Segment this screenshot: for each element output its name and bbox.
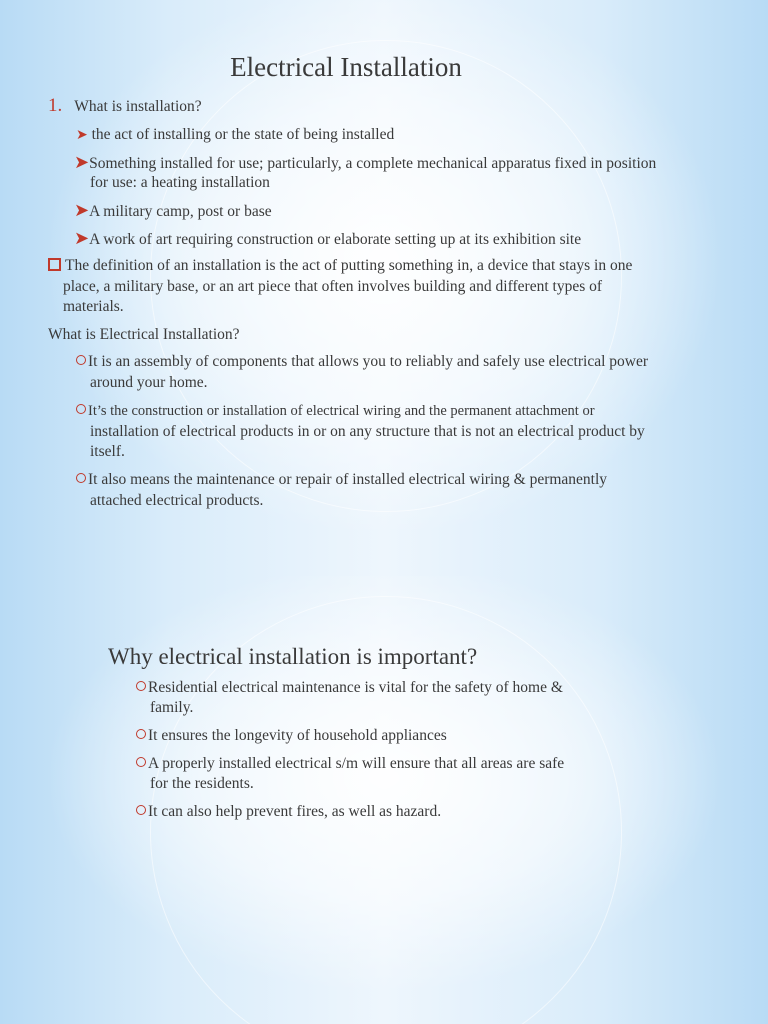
definition-continuation: materials. xyxy=(63,298,124,315)
list-item xyxy=(136,802,441,822)
circle-bullet-icon xyxy=(136,757,146,767)
list-item-text: A properly installed electrical s/m will ensure that all areas are safe xyxy=(148,755,565,772)
list-item-text: It can also help prevent fires, as well as hazard. xyxy=(148,803,442,820)
circle-bullet-icon xyxy=(76,355,86,365)
list-item xyxy=(74,152,656,174)
list-item-continuation: for the residents. xyxy=(150,775,254,792)
list-item-continuation: around your home. xyxy=(90,374,208,391)
list-item xyxy=(136,726,447,746)
definition-continuation: place, a military base, or an art piece that often involves building and different types of xyxy=(63,278,603,295)
list-item-text: It is an assembly of components that allows you to reliably and safely use electrical power xyxy=(88,353,648,370)
list-item xyxy=(76,125,394,146)
list-item-text: A military camp, post or base xyxy=(89,203,272,220)
arrow-bullet-icon: ➤ xyxy=(74,228,90,248)
list-item xyxy=(136,678,563,698)
circle-bullet-icon xyxy=(136,729,146,739)
square-bullet-icon xyxy=(48,258,61,271)
list-item-continuation: itself. xyxy=(90,443,125,460)
arrow-bullet-icon: ➤ xyxy=(74,200,90,220)
list-item-text: It ensures the longevity of household appliances xyxy=(148,727,447,744)
arrow-bullet-icon: ➤ xyxy=(76,128,88,143)
definition-item xyxy=(48,256,632,276)
list-number: 1. xyxy=(48,95,63,116)
question-2: What is Electrical Installation? xyxy=(48,326,240,343)
list-item-continuation: family. xyxy=(150,699,194,716)
list-item-continuation: installation of electrical products in or on any structure that is not an electrical product by xyxy=(90,423,645,440)
list-item xyxy=(74,228,581,250)
list-item xyxy=(74,200,272,222)
list-item xyxy=(76,470,607,490)
arrow-bullet-icon: ➤ xyxy=(74,152,90,172)
list-item-text: Something installed for use; particularly, a complete mechanical apparatus fixed in position xyxy=(89,155,657,172)
list-item-text: It also means the maintenance or repair of installed electrical wiring & permanently xyxy=(88,471,608,488)
slide-2 xyxy=(0,576,768,1024)
circle-bullet-icon xyxy=(76,404,86,414)
list-item-text: Residential electrical maintenance is vital for the safety of home & xyxy=(148,679,563,696)
circle-bullet-icon xyxy=(76,473,86,483)
list-item xyxy=(76,352,648,372)
list-item-continuation: for use: a heating installation xyxy=(90,174,270,191)
circle-bullet-icon xyxy=(136,681,146,691)
slide-title: Electrical Installation xyxy=(230,52,462,82)
list-item-continuation: attached electrical products. xyxy=(90,492,264,509)
list-item xyxy=(76,401,595,421)
list-item-text: A work of art requiring construction or elaborate setting up at its exhibition site xyxy=(89,231,582,248)
question-1 xyxy=(48,96,202,117)
circle-bullet-icon xyxy=(136,805,146,815)
list-item-text: the act of installing or the state of being installed xyxy=(87,126,395,143)
list-item xyxy=(136,754,564,774)
slide-title: Why electrical installation is important? xyxy=(108,644,478,669)
question-1-text: What is installation? xyxy=(74,98,202,115)
definition-text: The definition of an installation is the act of putting something in, a device that stays in one xyxy=(65,257,633,274)
list-item-text: It’s the construction or installation of electrical wiring and the permanent attachment or xyxy=(88,403,595,419)
